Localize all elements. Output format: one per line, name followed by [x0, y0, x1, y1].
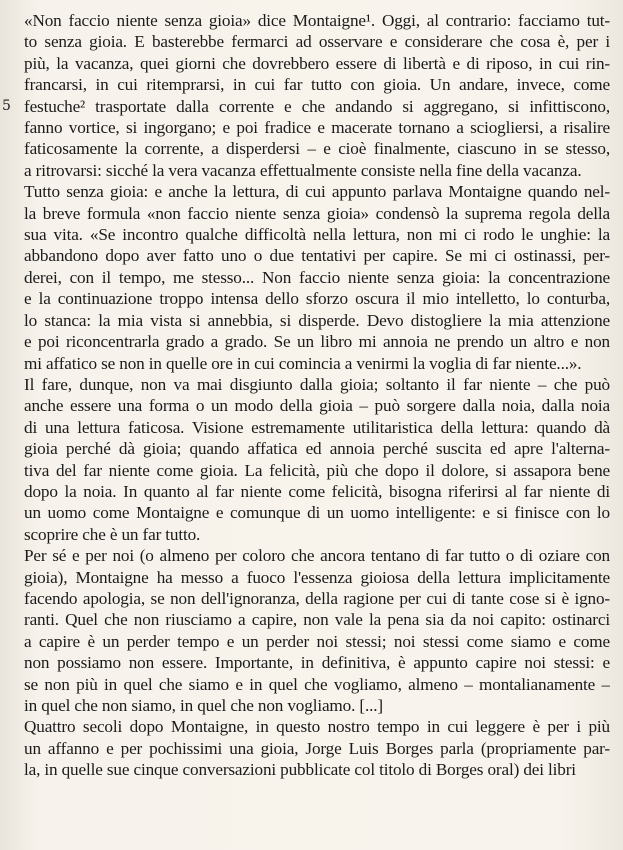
text-line: la, in quelle sue cinque conversazioni pubblicate col titolo di Borges oral) dei libri [24, 760, 576, 780]
text-line: a capire è un perder tempo e un perder noi stessi; noi stessi come siamo e come [24, 631, 610, 651]
text-line: e la continuazione troppo intensa dello sforzo oscura il mio intelletto, lo conturba, [24, 289, 610, 309]
text-line: se non più in quel che siamo e in quel che vogliamo, almeno – montalianamente – [24, 674, 610, 694]
paragraph [24, 545, 610, 716]
text-line: a ritrovarsi: sicché la vera vacanza effettualmente consiste nella fine della vacanza. [24, 160, 582, 180]
text-line: un uomo come Montaigne e comunque di un uomo intelligente: e si finisce con lo [24, 503, 610, 523]
text-line: gioia), Montaigne ha messo a fuoco l'essenza gioiosa della lettura implicitamente [24, 567, 610, 587]
text-line: gioia perché dà gioia; quando affatica ed annoia perché suscita ed apre l'alterna- [24, 439, 610, 459]
paragraph [24, 181, 610, 374]
text-line: sua vita. «Se incontro qualche difficoltà nella lettura, non mi ci rodo le unghie: la [24, 225, 610, 245]
text-line: Tutto senza gioia: e anche la lettura, di cui appunto parlava Montaigne quando nel- [24, 182, 610, 202]
text-line: scoprire che è un far tutto. [24, 524, 201, 544]
text-line: in quel che non siamo, in quel che non vogliamo. [...] [24, 696, 383, 715]
text-line: la breve formula «non faccio niente senza gioia» condensò la suprema regola della [24, 203, 610, 223]
margin-line-number: 5 [2, 98, 11, 114]
text-line: derei, con il tempo, me stesso... Non faccio niente senza gioia: la concentrazione [24, 267, 610, 287]
text-line: facendo apologia, se non dell'ignoranza, della ragione per cui di tante cose si è igno- [24, 588, 610, 608]
text-line: di una lettura faticosa. Visione estremamente utilitaristica della lettura: quando dà [24, 417, 610, 437]
text-line: mi affatico se non in quelle ore in cui comincia a venirmi la voglia di far niente...». [24, 353, 582, 373]
text-line: lo stanca: la mia vista si annebbia, si disperde. Devo distogliere la mia attenzione [24, 310, 610, 330]
text-line: un affanno e per pochissimi una gioia, Jorge Luis Borges parla (propriamente par- [24, 738, 610, 758]
text-line: non possiamo non essere. Importante, in definitiva, è appunto capire noi stessi: e [24, 653, 610, 673]
text-line: più, la vacanza, quei giorni che dovrebbero essere di libertà e di riposo, in cui rin- [24, 53, 610, 73]
text-line: dopo la noia. In quanto al far niente come felicità, bisogna riferirsi al far niente di [24, 481, 610, 501]
text-line: francarsi, in cui ritemprarsi, in cui far tutto con gioia. Un andare, invece, come [24, 75, 610, 95]
text-line: abbandono dopo aver fatto uno o due tentativi per capire. Se mi ci ostinassi, per- [24, 246, 610, 266]
text-line: festuche² trasportate dalla corrente e che andando si aggregano, si infittiscono, [24, 96, 610, 116]
paragraph [24, 716, 610, 780]
text-line: fanno vortice, si ingorgano; e poi fradice e macerate tornano a sciogliersi, a risalire [24, 118, 610, 138]
text-line: ranti. Quel che non riusciamo a capire, non vale la pena sia da noi capito: ostinarci [24, 610, 610, 630]
paragraph [24, 374, 610, 545]
text-line: tiva del far niente come gioia. La felicità, più che dopo il dolore, si assapora bene [24, 460, 610, 480]
body-text [24, 10, 610, 781]
text-line: faticosamente la corrente, a disperdersi – e cioè finalmente, ciascuno in se stesso, [24, 139, 610, 159]
paragraph [24, 10, 610, 181]
text-line: Per sé e per noi (o almeno per coloro che ancora tentano di far tutto o di oziare con [24, 546, 610, 566]
text-line: to senza gioia. E basterebbe fermarci ad osservare e considerare che cosa è, per i [24, 32, 610, 52]
text-line: «Non faccio niente senza gioia» dice Montaigne¹. Oggi, al contrario: facciamo tut- [24, 11, 610, 30]
text-line: Il fare, dunque, non va mai disgiunto dalla gioia; soltanto il far niente – che può [24, 374, 610, 394]
text-line: e poi riconcentrarla grado a grado. Se un libro mi annoia ne prendo un altro e non [24, 332, 610, 352]
text-line: anche essere una forma o un modo della gioia – può sorgere dalla noia, dalla noia [24, 396, 610, 416]
text-line: Quattro secoli dopo Montaigne, in questo nostro tempo in cui leggere è per i più [24, 717, 610, 737]
